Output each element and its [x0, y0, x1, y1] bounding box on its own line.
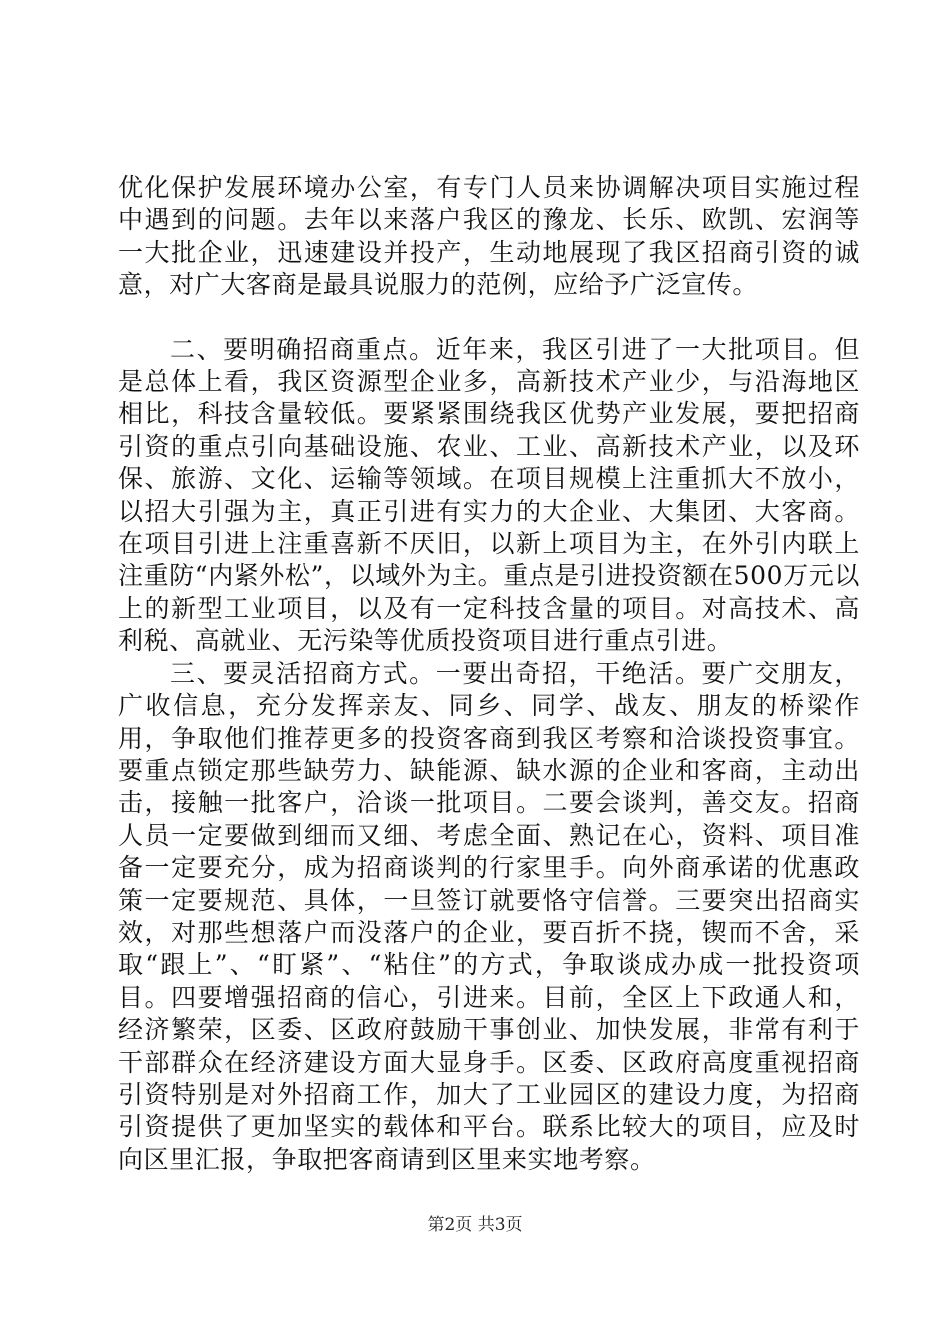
paragraph-spacer [118, 302, 860, 334]
paragraph-section-two: 二、要明确招商重点。近年来，我区引进了一大批项目。但是总体上看，我区资源型企业多，高新技术产业少，与沿海地区相比，科技含量较低。要紧紧围绕我区优势产业发展，要把招商引资的重点引向基础设施、农业、工业、高新技术产业，以及环保、旅游、文化、运输等领域。在项目规模上注重抓大不放小，以招大引强为主，真正引进有实力的大企业、大集团、大客商。在项目引进上注重喜新不厌旧，以新上项目为主，在外引内联上注重防“内紧外松”，以域外为主。重点是引进投资额在500万元以上的新型工业项目，以及有一定科技含量的项目。对高技术、高利税、高就业、无污染等优质投资项目进行重点引进。 [118, 334, 860, 656]
document-body [118, 172, 860, 1176]
paragraph-continuation: 优化保护发展环境办公室，有专门人员来协调解决项目实施过程中遇到的问题。去年以来落户我区的豫龙、长乐、欧凯、宏润等一大批企业，迅速建设并投产，生动地展现了我区招商引资的诚意，对广大客商是最具说服力的范例，应给予广泛宣传。 [118, 173, 860, 300]
page-footer: 第2页 共3页 [427, 1215, 523, 1235]
paragraph-section-three: 三、要灵活招商方式。一要出奇招，干绝活。要广交朋友，广收信息，充分发挥亲友、同乡、同学、战友、朋友的桥梁作用，争取他们推荐更多的投资客商到我区考察和洽谈投资事宜。要重点锁定那些缺劳力、缺能源、缺水源的企业和客商，主动出击，接触一批客户，洽谈一批项目。二要会谈判，善交友。招商人员一定要做到细而又细、考虑全面、熟记在心，资料、项目准备一定要充分，成为招商谈判的行家里手。向外商承诺的优惠政策一定要规范、具体，一旦签订就要恪守信誉。三要突出招商实效，对那些想落户而没落户的企业，要百折不挠，锲而不舍，采取“跟上”、“盯紧”、“粘住”的方式，争取谈成办成一批投资项目。四要增强招商的信心，引进来。目前，全区上下政通人和，经济繁荣，区委、区政府鼓励干事创业、加快发展，非常有利于干部群众在经济建设方面大显身手。区委、区政府高度重视招商引资特别是对外招商工作，加大了工业园区的建设力度，为招商引资提供了更加坚实的载体和平台。联系比较大的项目，应及时向区里汇报，争取把客商请到区里来实地考察。 [118, 658, 860, 1174]
